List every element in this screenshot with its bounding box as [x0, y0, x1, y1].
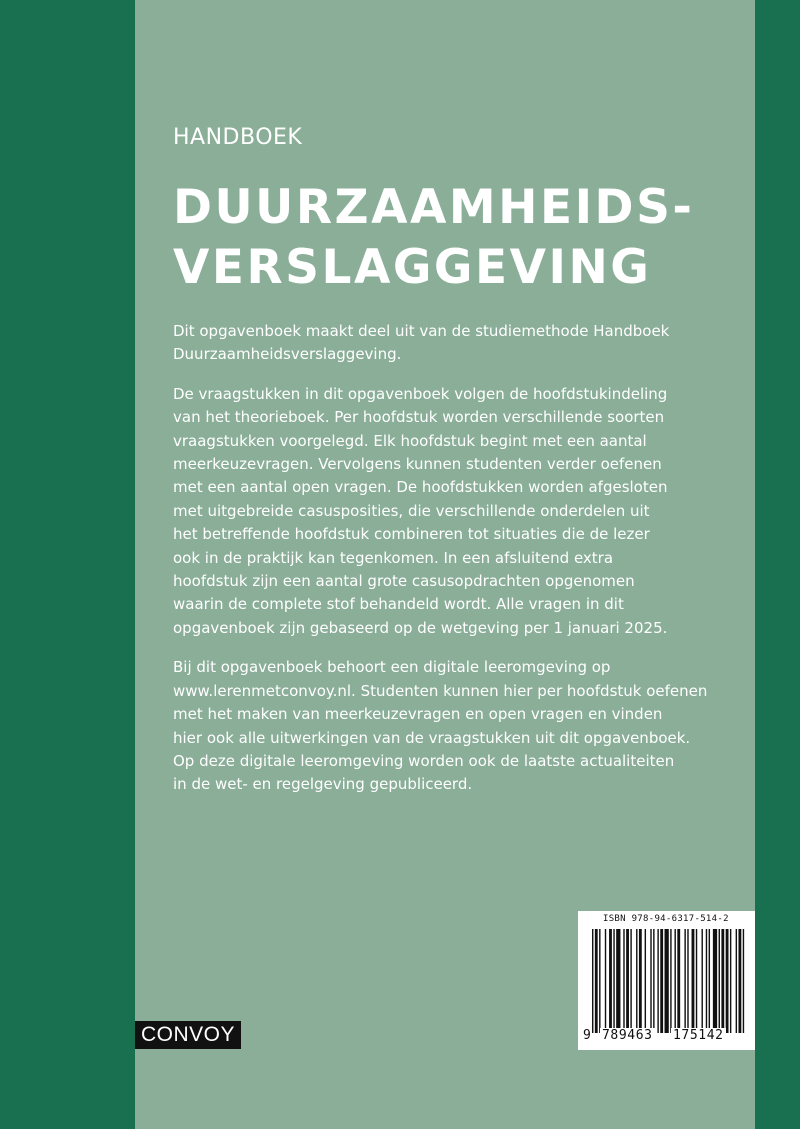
- blurb-paragraph-2: [173, 383, 733, 640]
- blurb-line: Duurzaamheidsverslaggeving.: [173, 345, 402, 364]
- barcode-bar: [713, 929, 717, 1033]
- right-green-stripe: [755, 0, 800, 1129]
- barcode-bar: [696, 929, 697, 1033]
- barcode-bar: [665, 929, 669, 1033]
- blurb-line: het betreffende hoofdstuk combineren tot situaties die de lezer: [173, 525, 650, 544]
- barcode-bar: [599, 929, 600, 1033]
- barcode-bar: [595, 929, 598, 1033]
- book-title-line-2: VERSLAGGEVING: [173, 240, 652, 295]
- barcode-bar: [626, 929, 629, 1033]
- barcode-bar: [605, 929, 606, 1033]
- left-green-stripe: [0, 0, 135, 1129]
- blurb-line: in de wet- en regelgeving gepubliceerd.: [173, 775, 473, 794]
- blurb-line-website: www.lerenmetconvoy.nl. Studenten kunnen hier per hoofdstuk oefenen: [173, 681, 708, 700]
- barcode-bar: [674, 929, 675, 1033]
- barcode-bar: [630, 929, 631, 1033]
- blurb-line: Op deze digitale leeromgeving worden ook de laatste actualiteiten: [173, 751, 675, 770]
- blurb-line: met een aantal open vragen. De hoofdstukken worden afgesloten: [173, 478, 668, 497]
- barcode-bar: [719, 929, 720, 1033]
- blurb-line: met het maken van meerkeuzevragen en open vragen en vinden: [173, 705, 663, 724]
- blurb-paragraph-3: [173, 656, 733, 796]
- barcode-bar: [650, 929, 651, 1033]
- blurb-line: opgavenboek zijn gebaseerd op de wetgeving per 1 januari 2025.: [173, 618, 668, 637]
- barcode-bar: [670, 929, 671, 1033]
- barcode-bar: [616, 929, 620, 1033]
- isbn-digits-right: 175142: [673, 1028, 724, 1043]
- barcode-bar: [592, 929, 593, 1033]
- blurb-line: ook in de praktijk kan tegenkomen. In een afsluitend extra: [173, 548, 614, 567]
- blurb-line: Dit opgavenboek maakt deel uit van de studiemethode Handboek: [173, 322, 670, 340]
- barcode-bar: [609, 929, 612, 1033]
- barcode-bar: [736, 929, 737, 1033]
- barcode-bar: [660, 929, 663, 1033]
- barcode-bar: [692, 929, 695, 1033]
- blurb: [173, 320, 733, 813]
- blurb-line: vraagstukken voorgelegd. Elk hoofdstuk begint met een aantal: [173, 431, 647, 450]
- book-title-line-1: DUURZAAMHEIDS-: [173, 180, 695, 235]
- blurb-line: van het theorieboek. Per hoofdstuk worden verschillende soorten: [173, 408, 665, 427]
- blurb-line: Bij dit opgavenboek behoort een digitale leeromgeving op: [173, 658, 611, 677]
- barcode-bar: [738, 929, 741, 1033]
- blurb-line: hier ook alle uitwerkingen van de vraagstukken uit dit opgavenboek.: [173, 728, 691, 747]
- barcode-bar: [706, 929, 707, 1033]
- isbn-label: ISBN 978-94-6317-514-2: [603, 914, 729, 924]
- barcode-bar: [645, 929, 646, 1033]
- barcode-bar: [677, 929, 680, 1033]
- blurb-paragraph-1: [173, 320, 733, 367]
- barcode-bar: [684, 929, 685, 1033]
- series-kicker: HANDBOEK: [173, 125, 303, 150]
- barcode-bar: [613, 929, 614, 1033]
- barcode-bar: [743, 929, 744, 1033]
- barcode-bar: [709, 929, 710, 1033]
- barcode-bar: [730, 929, 731, 1033]
- book-title: [173, 178, 694, 298]
- barcode-bar: [623, 929, 624, 1033]
- convoy-logo: CONVOY: [135, 1021, 241, 1049]
- blurb-line: meerkeuzevragen. Vervolgens kunnen studenten verder oefenen: [173, 455, 662, 474]
- barcode-bar: [687, 929, 688, 1033]
- blurb-line: met uitgebreide casusposities, die verschillende onderdelen uit: [173, 501, 650, 520]
- blurb-line: hoofdstuk zijn een aantal grote casusopdrachten opgenomen: [173, 572, 635, 591]
- blurb-line: waarin de complete stof behandeld wordt. Alle vragen in dit: [173, 595, 624, 614]
- isbn-digit-first: 9: [583, 1028, 591, 1043]
- barcode-bar: [657, 929, 658, 1033]
- barcode-bar: [653, 929, 654, 1033]
- isbn-barcode: [578, 911, 755, 1050]
- barcode-bar: [726, 929, 729, 1033]
- barcode-bar: [721, 929, 724, 1033]
- barcode-bars: [592, 929, 747, 1033]
- blurb-line: De vraagstukken in dit opgavenboek volgen de hoofdstukindeling: [173, 384, 668, 403]
- isbn-digits-left: 789463: [602, 1028, 653, 1043]
- barcode-bar: [702, 929, 703, 1033]
- barcode-bar: [636, 929, 637, 1033]
- barcode-bar: [639, 929, 642, 1033]
